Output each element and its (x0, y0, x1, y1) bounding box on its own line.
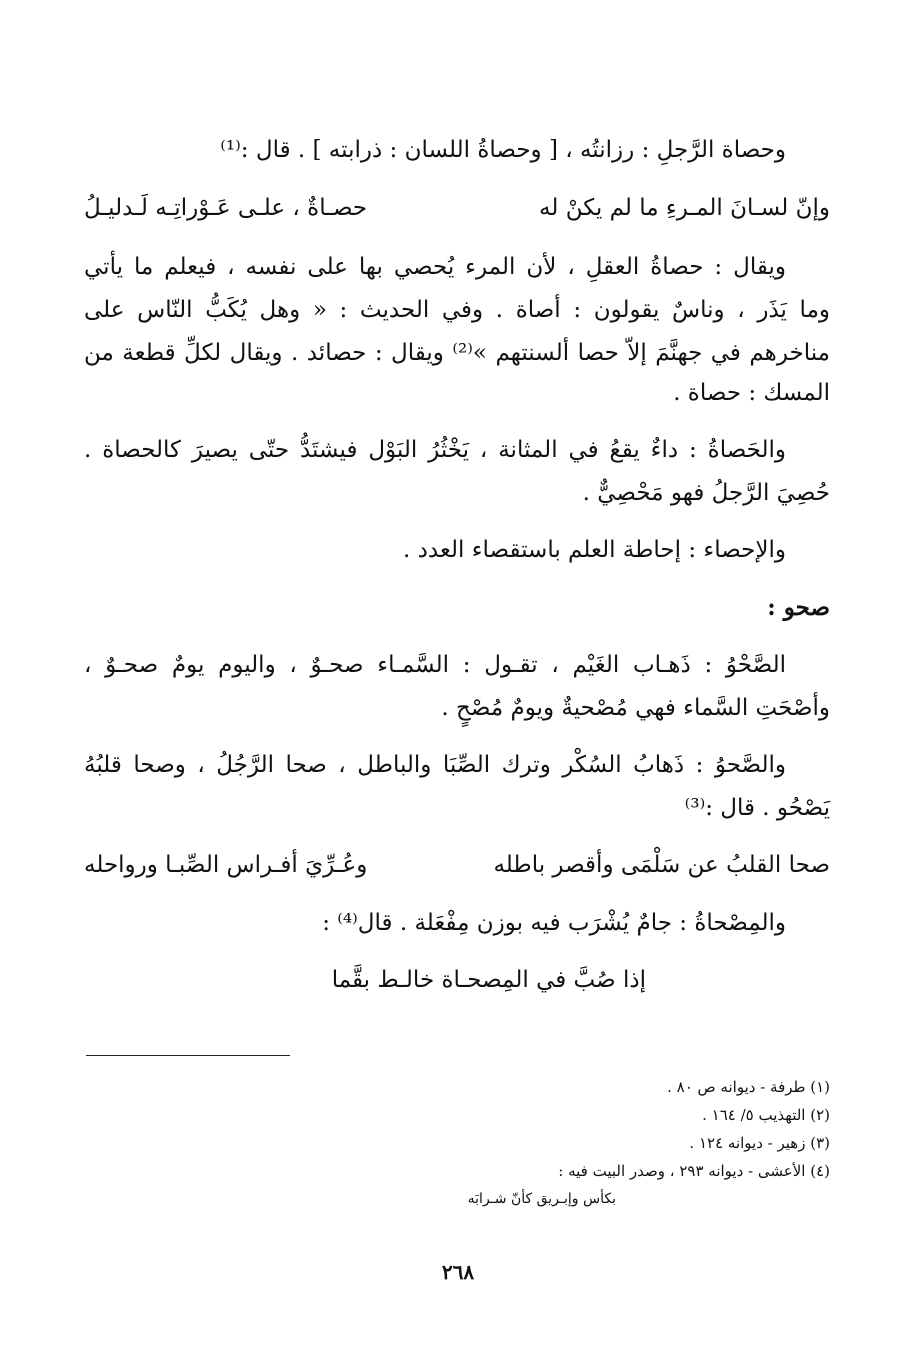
footnote: (٣) زهير - ديوانه ١٢٤ . (689, 1134, 830, 1152)
text-line: وما يَذَر ، وناسٌ يقولون : أصاة . وفي الحديث : « وهل يُكَبُّ النّاس على (84, 297, 830, 323)
text-line: والمِصْحاةُ : جامٌ يُشْرَب فيه بوزن مِفْعَلة . قال⁽⁴⁾ : (322, 910, 786, 936)
text-line: وحصاة الرَّجلِ : رزانتُه ، [ وحصاةُ اللسان : ذرابته ] . قال :⁽¹⁾ (220, 137, 786, 163)
footnote-divider (86, 1055, 290, 1056)
text-line: حُصِيَ الرَّجلُ فهو مَحْصِيٌّ . (582, 480, 830, 506)
page-number: ٢٦٨ (441, 1260, 475, 1284)
text-line: والإحصاء : إحاطة العلم باستقصاء العدد . (402, 537, 786, 563)
verse-first-hemistich: صحا القلبُ عن سَلْمَى وأقصر باطله (493, 852, 830, 878)
text-line: مناخرهم في جهنَّمَ إلاّ حصا ألسنتهم »⁽²⁾ ويقال : حصائد . ويقال لكلِّ قطعة من (84, 340, 830, 366)
text-line: المسك : حصاة . (673, 380, 830, 406)
text-line: ويقال : حصاةُ العقلِ ، لأن المرء يُحصي بها على نفسه ، فيعلم ما يأتي (84, 254, 786, 280)
text-line: والصَّحوُ : ذَهابُ السُكْر وترك الصِّبَا والباطل ، صحا الرَّجُلُ ، وصحا قلبُهُ (84, 752, 786, 778)
text-line: الصَّحْوُ : ذَهـاب الغَيْم ، تقـول : السَّمـاء صحـوٌ ، واليوم يومٌ صحـوٌ ، (84, 652, 786, 678)
text-line: والحَصاةُ : داءٌ يقعُ في المثانة ، يَخْثُرُ البَوْل فيشتَدُّ حتّى يصيرَ كالحصاة . (84, 437, 786, 463)
verse-second-hemistich: حصـاةٌ ، علـى عَـوْراتِـه لَـدليـلُ (84, 195, 368, 221)
footnote: (٢) التهذيب ٥/ ١٦٤ . (702, 1106, 830, 1124)
poem-verse (84, 845, 830, 885)
verse-first-hemistich: وإنّ لسـانَ المـرءِ ما لم يكنْ له (539, 195, 830, 221)
footnote-verse: بكأس وإبـريق كأنّ شـرابَه (467, 1191, 616, 1207)
verse-second-hemistich: وعُـرِّيَ أفـراس الصِّبـا ورواحله (84, 852, 368, 878)
footnote: (٤) الأعشى - ديوانه ٢٩٣ ، وصدر البيت فيه : (558, 1162, 830, 1180)
verse-half-line: إذا صُبَّ في المِصحـاة خالـط بقَّما (331, 967, 646, 993)
poem-verse (84, 188, 830, 228)
text-line: وأصْحَتِ السَّماء فهي مُصْحيةٌ ويومٌ مُصْحٍ . (441, 695, 830, 721)
footnote: (١) طرفة - ديوانه ص ٨٠ . (667, 1078, 830, 1096)
text-line: يَصْحُو . قال :⁽³⁾ (684, 795, 830, 821)
entry-heading: صحو : (767, 594, 830, 621)
